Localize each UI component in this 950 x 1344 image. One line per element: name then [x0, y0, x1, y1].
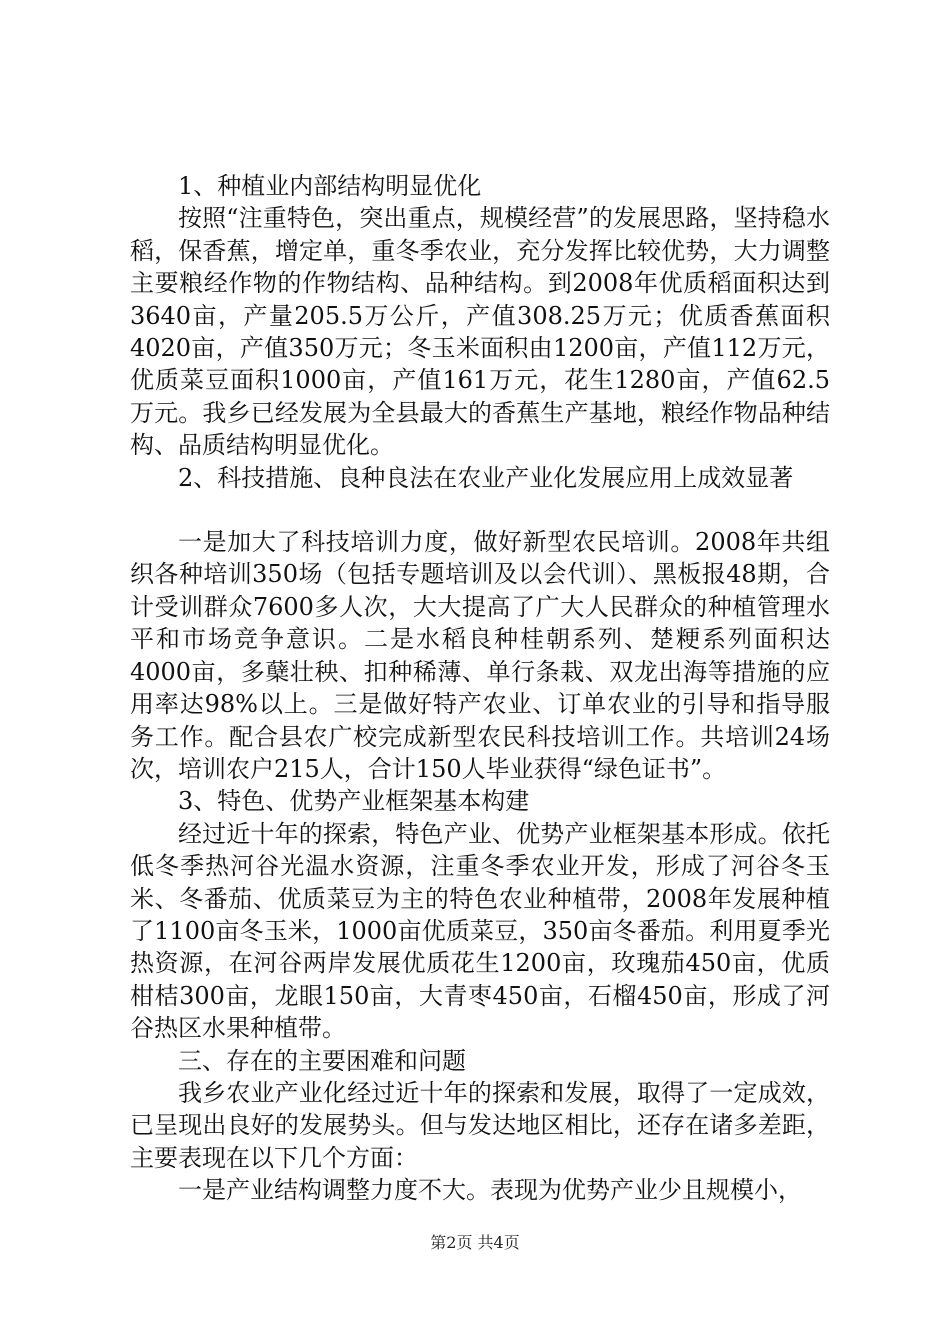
- paragraph-industry-framework: 经过近十年的探索，特色产业、优势产业框架基本形成。依托低冬季热河谷光温水资源，注重冬季农业开发，形成了河谷冬玉米、冬番茄、优质菜豆为主的特色农业种植带，2008年发展种植了1100亩冬玉米，1000亩优质菜豆，350亩冬番茄。利用夏季光热资源，在河谷两岸发展优质花生1200亩，玫瑰茄450亩，优质柑桔300亩，龙眼150亩，大青枣450亩，石榴450亩，形成了河谷热区水果种植带。: [130, 819, 830, 1043]
- paragraph-main-difficulties: 我乡农业产业化经过近十年的探索和发展，取得了一定成效，已呈现出良好的发展势头。但与发达地区相比，还存在诸多差距，主要表现在以下几个方面：: [130, 1078, 830, 1172]
- document-body: [130, 170, 830, 1207]
- heading-planting-structure: 1、种植业内部结构明显优化: [178, 172, 482, 200]
- paragraph-planting-structure: 按照“注重特色，突出重点，规模经营”的发展思路，坚持稳水稻，保香蕉，增定单，重冬季农业，充分发挥比较优势，大力调整主要粮经作物的作物结构、品种结构。到2008年优质稻面积达到3640亩，产量205.5万公斤，产值308.25万元；优质香蕉面积4020亩，产值350万元；冬玉米面积由1200亩，产值112万元，优质菜豆面积1000亩，产值161万元，花生1280亩，产值62.5万元。我乡已经发展为全县最大的香蕉生产基地，粮经作物品种结构、品质结构明显优化。: [130, 204, 830, 460]
- heading-technology-measures: 2、科技措施、良种良法在农业产业化发展应用上成效显著: [178, 463, 794, 492]
- heading-main-difficulties: 三、存在的主要困难和问题: [178, 1046, 466, 1075]
- page-number-footer: 第2页 共4页: [430, 1233, 520, 1252]
- heading-industry-framework: 3、特色、优势产业框架基本构建: [178, 787, 530, 816]
- paragraph-technology-measures: 一是加大了科技培训力度，做好新型农民培训。2008年共组织各种培训350场（包括专题培训及以会代训）、黑板报48期，合计受训群众7600多人次，大大提高了广大人民群众的种植管理水平和市场竞争意识。二是水稻良种桂朝系列、楚粳系列面积达4000亩，多蘖壮秧、扣种稀薄、单行条栽、双龙出海等措施的应用率达98%以上。三是做好特产农业、订单农业的引导和指导服务工作。配合县农广校完成新型农民科技培训工作。共培训24场次，培训农户215人，合计150人毕业获得“绿色证书”。: [130, 528, 830, 783]
- paragraph-structure-adjustment: 一是产业结构调整力度不大。表现为优势产业少且规模小，: [178, 1176, 802, 1205]
